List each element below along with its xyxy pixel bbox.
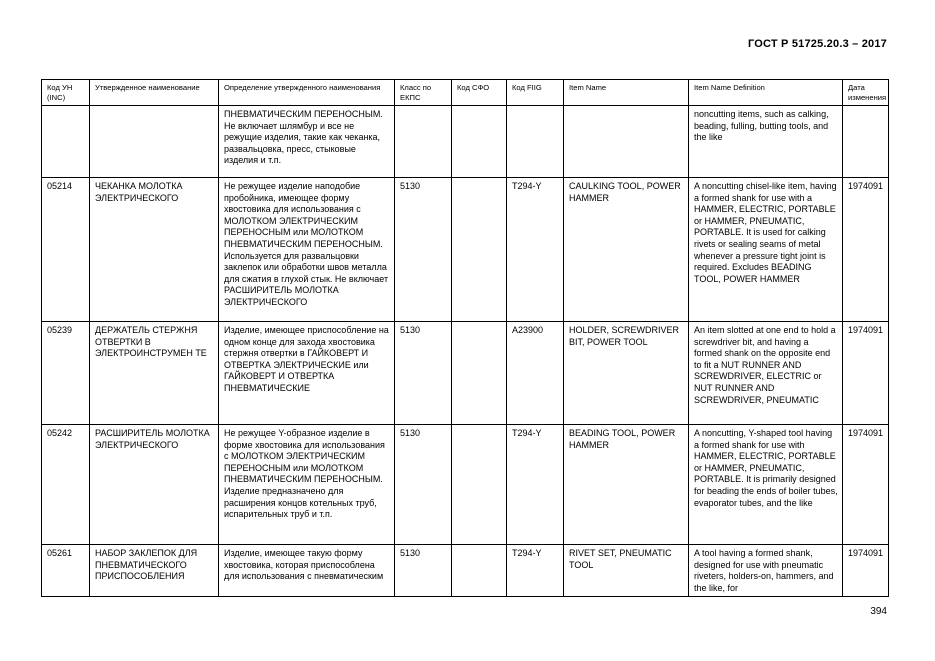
cell-definition-ru: Изделие, имеющее приспособление на одном конце для захода хвостовика стержня отвертки в ГАЙКОВЕРТ И ОТВЕРТКА ЭЛЕКТРИЧЕСКИЕ или ГАЙКОВЕРТ И ОТВЕРТКА ПНЕВМАТИЧЕСКИЕ [219,322,395,425]
table-row [42,545,889,597]
cell-name-ru: НАБОР ЗАКЛЕПОК ДЛЯ ПНЕВМАТИЧЕСКОГО ПРИСПОСОБЛЕНИЯ [90,545,219,597]
col-header-sfo: Код СФО [452,80,507,106]
standard-title: ГОСТ Р 51725.20.3 – 2017 [747,38,887,50]
cell-date: 1974091 [843,545,889,597]
table-header-row [42,80,889,106]
cell-definition-en: A tool having a formed shank, designed for use with pneumatic riveters, holders-on, hammers, and the like, for [689,545,843,597]
cell-item-name: CAULKING TOOL, POWER HAMMER [564,178,689,322]
col-header-inc: Код УН (INC) [42,80,90,106]
cell-date: 1974091 [843,425,889,545]
cell-fiig: T294-Y [507,425,564,545]
cell-definition-ru: ПНЕВМАТИЧЕСКИМ ПЕРЕНОСНЫМ. Не включает шлямбур и все не режущие изделия, такие как чеканка, развальцовка, пресс, стыковые изделия и т.п. [219,106,395,178]
cell-fsc: 5130 [395,178,452,322]
col-header-fsc: Класс по ЕКПС [395,80,452,106]
cell-fiig: T294-Y [507,545,564,597]
cell-item-name: RIVET SET, PNEUMATIC TOOL [564,545,689,597]
cell-fsc: 5130 [395,322,452,425]
cell-date [843,106,889,178]
cell-definition-en: A noncutting chisel-like item, having a formed shank for use with a HAMMER, ELECTRIC, PORTABLE or HAMMER, PNEUMATIC, PORTABLE. It is used for calking rivets or sealing seams of metal whenever a pressure tight joint is required. Excludes BEADING TOOL, POWER HAMMER [689,178,843,322]
cell-sfo [452,178,507,322]
cell-definition-en: An item slotted at one end to hold a screwdriver bit, and having a formed shank on the opposite end to fit a NUT RUNNER AND SCREWDRIVER, ELECTRIC or NUT RUNNER AND SCREWDRIVER, PNEUMATIC [689,322,843,425]
cell-definition-en: noncutting items, such as calking, beading, fulling, butting tools, and the like [689,106,843,178]
cell-sfo [452,322,507,425]
cell-item-name: HOLDER, SCREWDRIVER BIT, POWER TOOL [564,322,689,425]
table-row [42,106,889,178]
table-row [42,178,889,322]
table-row [42,322,889,425]
cell-name-ru: ДЕРЖАТЕЛЬ СТЕРЖНЯ ОТВЕРТКИ В ЭЛЕКТРОИНСТРУМЕН ТЕ [90,322,219,425]
table-row [42,425,889,545]
col-header-item-name: Item Name [564,80,689,106]
cell-fsc: 5130 [395,425,452,545]
cell-inc: 05214 [42,178,90,322]
cell-item-name [564,106,689,178]
cell-fsc [395,106,452,178]
page-number: 394 [870,606,887,617]
cell-fiig [507,106,564,178]
cell-definition-ru: Не режущее Y-образное изделие в форме хвостовика для использования с МОЛОТКОМ ЭЛЕКТРИЧЕСКИМ ПЕРЕНОСНЫМ или МОЛОТКОМ ПНЕВМАТИЧЕСКИМ ПЕРЕНОСНЫМ. Изделие предназначено для расширения концов котельных труб, испарительных труб и т.п. [219,425,395,545]
cell-inc: 05239 [42,322,90,425]
cell-definition-en: A noncutting, Y-shaped tool having a formed shank for use with HAMMER, ELECTRIC, PORTABLE or HAMMER, PNEUMATIC, PORTABLE. It is primarily designed for beading the ends of boiler tubes, evaporator tubes, and the like [689,425,843,545]
cell-definition-ru: Не режущее изделие наподобие пробойника, имеющее форму хвостовика для использования с МОЛОТКОМ ЭЛЕКТРИЧЕСКИМ ПЕРЕНОСНЫМ или МОЛОТКОМ ПНЕВМАТИЧЕСКИМ ПЕРЕНОСНЫМ. Используется для развальцовки заклепок или обработки швов металла для сжатия в глухой стык. Не включает РАСШИРИТЕЛЬ МОЛОТКА ЭЛЕКТРИЧЕСКОГО [219,178,395,322]
cell-sfo [452,425,507,545]
cell-sfo [452,106,507,178]
items-table [41,79,889,597]
cell-item-name: BEADING TOOL, POWER HAMMER [564,425,689,545]
cell-fiig: T294-Y [507,178,564,322]
cell-inc: 05261 [42,545,90,597]
col-header-definition-en: Item Name Definition [689,80,843,106]
col-header-definition-ru: Определение утвержденного наименования [219,80,395,106]
col-header-date: Дата изменения [843,80,889,106]
cell-name-ru: РАСШИРИТЕЛЬ МОЛОТКА ЭЛЕКТРИЧЕСКОГО [90,425,219,545]
cell-name-ru: ЧЕКАНКА МОЛОТКА ЭЛЕКТРИЧЕСКОГО [90,178,219,322]
cell-date: 1974091 [843,178,889,322]
cell-inc [42,106,90,178]
cell-name-ru [90,106,219,178]
cell-definition-ru: Изделие, имеющее такую форму хвостовика, которая приспособлена для использования с пневматическим [219,545,395,597]
col-header-fiig: Код FIIG [507,80,564,106]
cell-inc: 05242 [42,425,90,545]
col-header-name-ru: Утвержденное наименование [90,80,219,106]
cell-fiig: A23900 [507,322,564,425]
cell-sfo [452,545,507,597]
cell-date: 1974091 [843,322,889,425]
cell-fsc: 5130 [395,545,452,597]
